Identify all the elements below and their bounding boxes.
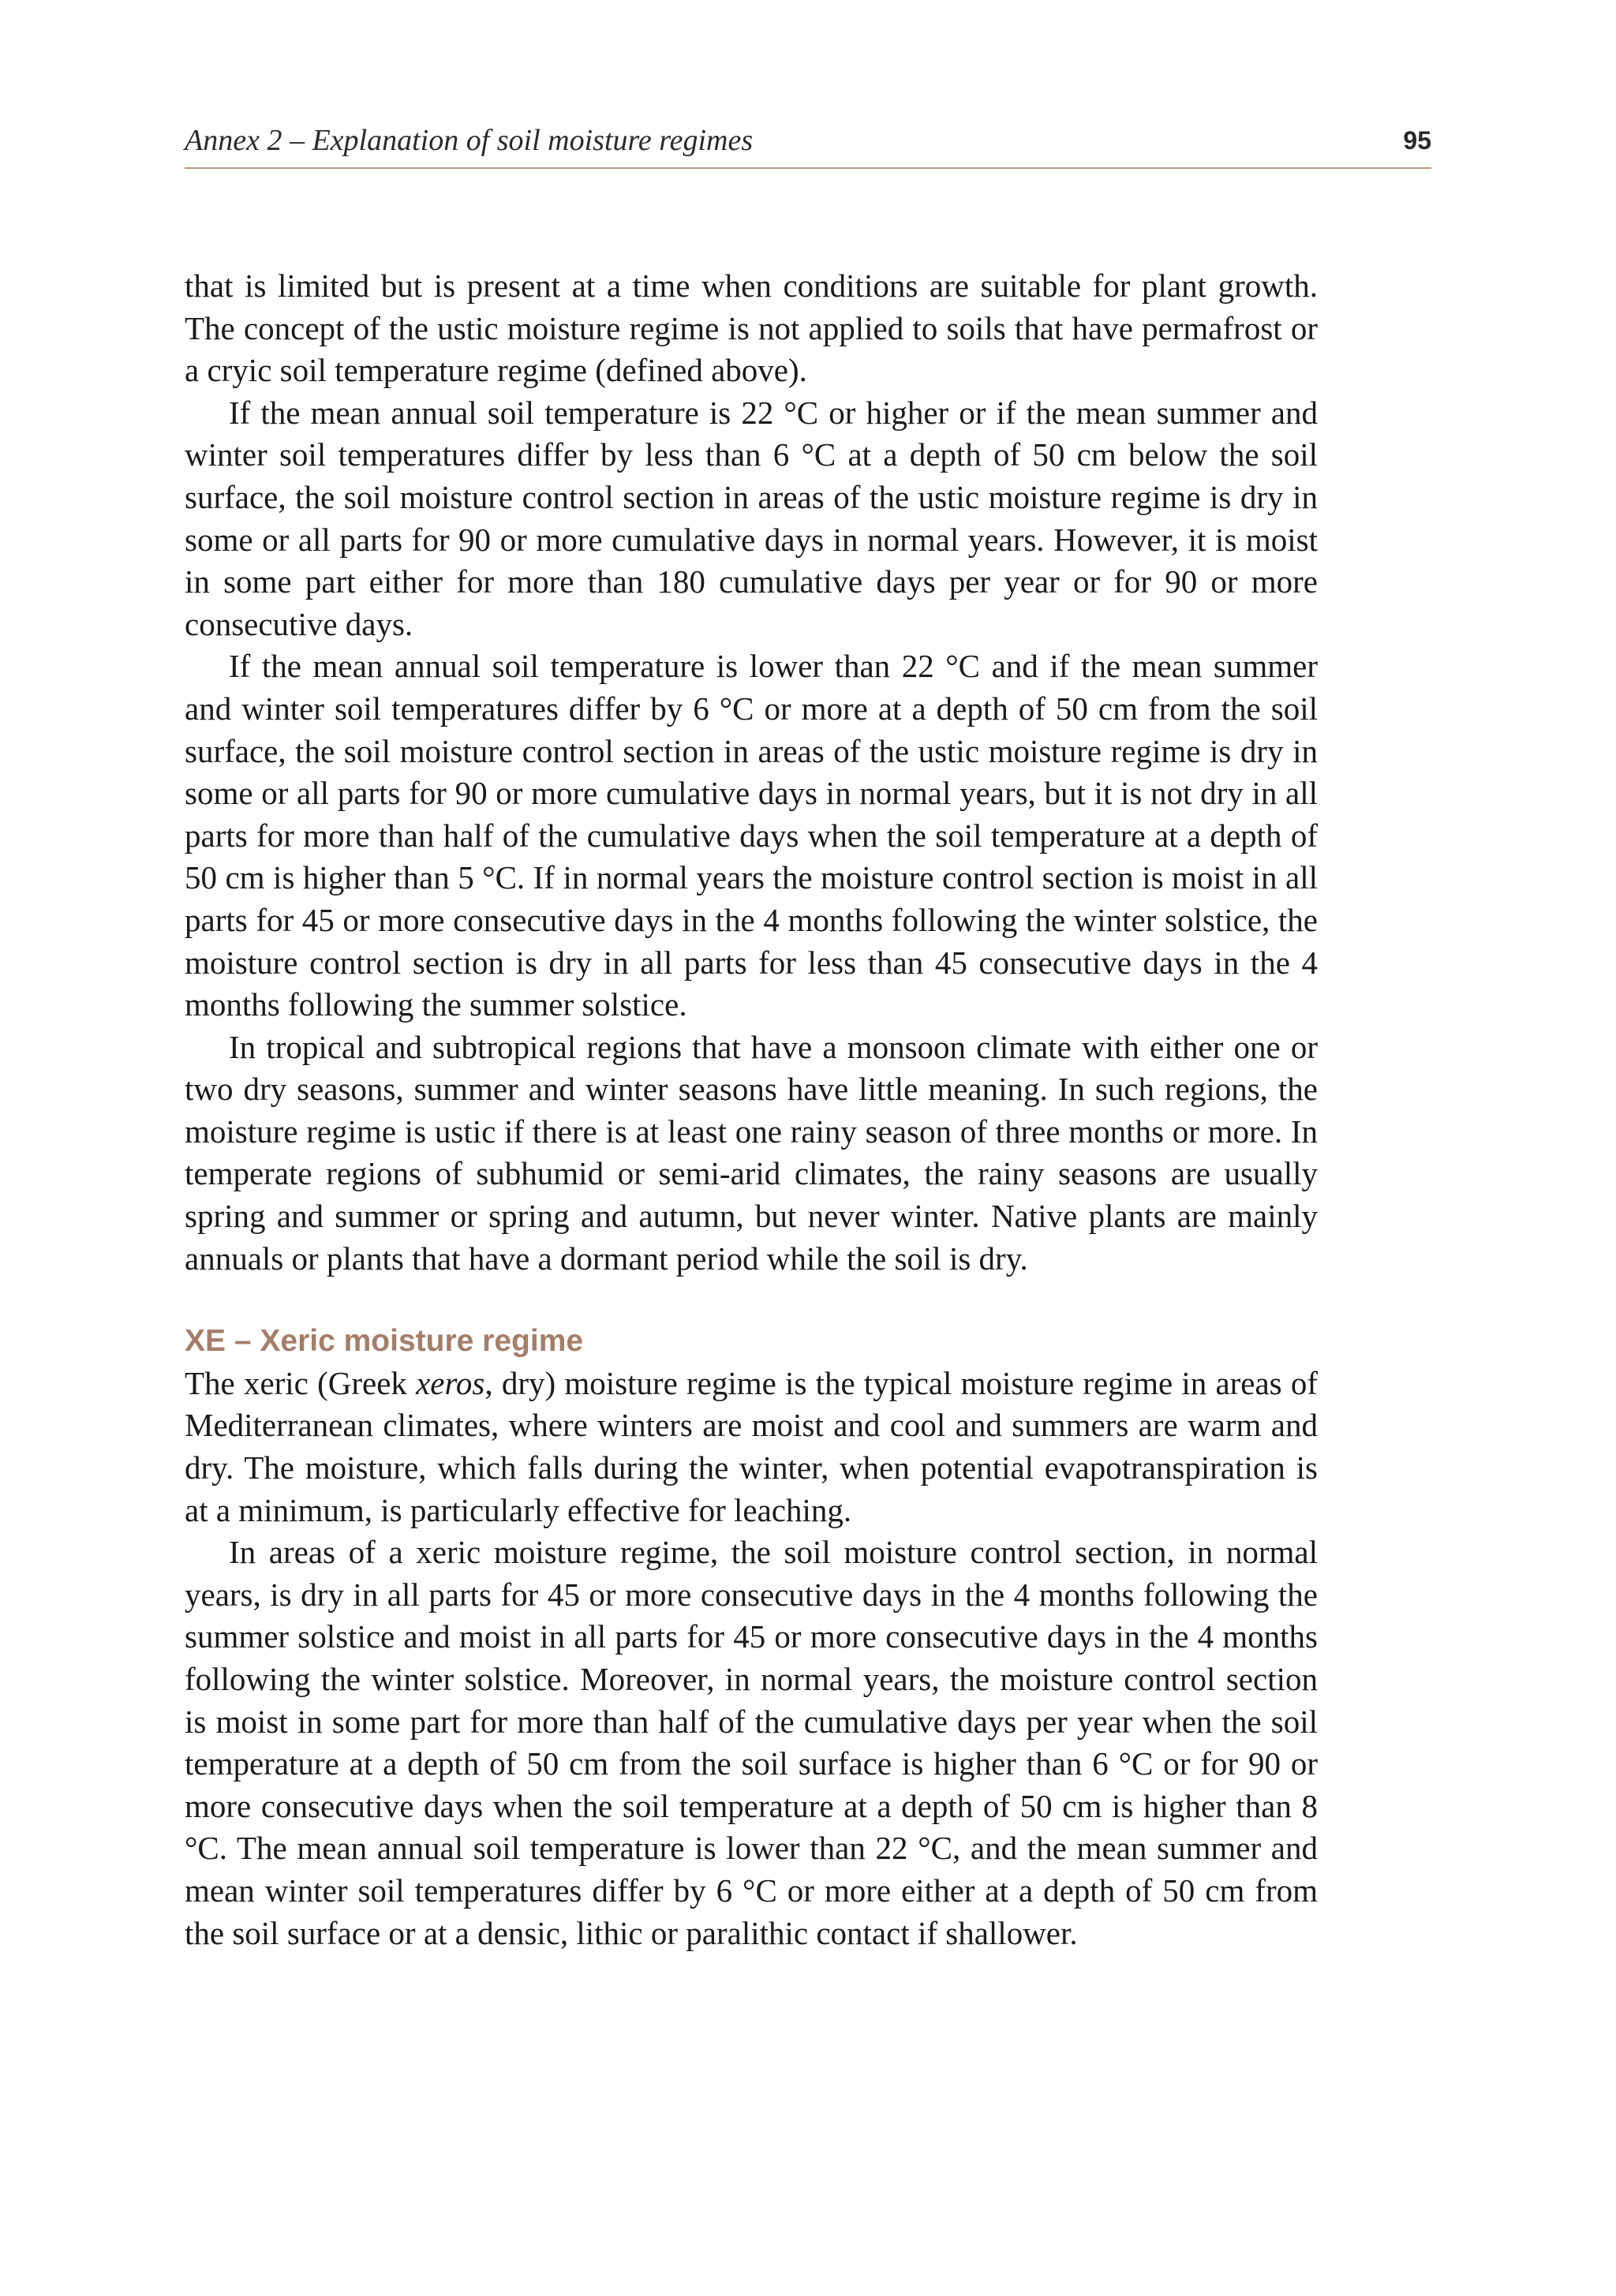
xeric-intro-start: The xeric (Greek xyxy=(185,1364,417,1401)
page-number: 95 xyxy=(1403,126,1431,155)
xeric-greek-term: xeros xyxy=(416,1364,485,1401)
header-title: Annex 2 – Explanation of soil moisture regimes xyxy=(185,124,754,157)
paragraph-ustic-warm: If the mean annual soil temperature is 22 °C or higher or if the mean summer and winter soil temperatures differ by less than 6 °C at a depth of 50 cm below the soil surface, the soil moisture control section in areas of the ustic moisture regime is dry in some or all parts for 90 or more cumulative days in normal years. However, it is moist in some part either for more than 180 cumulative days per year or for 90 or more consecutive days. xyxy=(185,394,1318,642)
paragraph-xeric-definition: In areas of a xeric moisture regime, the soil moisture control section, in normal years, is dry in all parts for 45 or more consecutive days in the 4 months following the summer solstice and moist in all parts for 45 or more consecutive days in the 4 months following the winter solstice. Moreover, in normal years, the moisture control section is moist in some part for more than half of the cumulative days per year when the soil temperature at a depth of 50 cm from the soil surface is higher than 6 °C or for 90 or more consecutive days when the soil temperature at a depth of 50 cm is higher than 8 °C. The mean annual soil temperature is lower than 22 °C, and the mean summer and mean winter soil temperatures differ by 6 °C or more either at a depth of 50 cm from the soil surface or at a densic, lithic or paralithic contact if shallower. xyxy=(185,1534,1318,1951)
paragraph-continued: that is limited but is present at a time when conditions are suitable for plant growth. The concept of the ustic moisture regime is not applied to soils that have permafrost or a cryic soil temperature regime (defined above). xyxy=(185,267,1318,389)
running-header xyxy=(185,118,1431,169)
xeric-intro-end: , dry) moisture regime is the typical moisture regime in areas of Mediterranean climates, where winters are moist and cool and summers are warm and dry. The moisture, which falls during the winter, when potential evapotranspiration is at a minimum, is particularly effective for leaching. xyxy=(185,1364,1318,1528)
paragraph-ustic-cool: If the mean annual soil temperature is lower than 22 °C and if the mean summer and winter soil temperatures differ by 6 °C or more at a depth of 50 cm from the soil surface, the soil moisture control section in areas of the ustic moisture regime is dry in some or all parts for 90 or more cumulative days in normal years, but it is not dry in all parts for more than half of the cumulative days when the soil temperature at a depth of 50 cm is higher than 5 °C. If in normal years the moisture control section is moist in all parts for 45 or more consecutive days in the 4 months following the winter solstice, the moisture control section is dry in all parts for less than 45 consecutive days in the 4 months following the summer solstice. xyxy=(185,648,1318,1023)
body-text xyxy=(185,265,1318,1954)
paragraph-xeric-intro xyxy=(185,1363,1318,1531)
paragraph-ustic-tropical: In tropical and subtropical regions that have a monsoon climate with either one or two dry seasons, summer and winter seasons have little meaning. In such regions, the moisture regime is ustic if there is at least one rainy season of three months or more. In temperate regions of subhumid or semi-arid climates, the rainy seasons are usually spring and summer or spring and autumn, but never winter. Native plants are mainly annuals or plants that have a dormant period while the soil is dry. xyxy=(185,1028,1318,1277)
section-heading-xeric: XE – Xeric moisture regime xyxy=(185,1324,584,1359)
